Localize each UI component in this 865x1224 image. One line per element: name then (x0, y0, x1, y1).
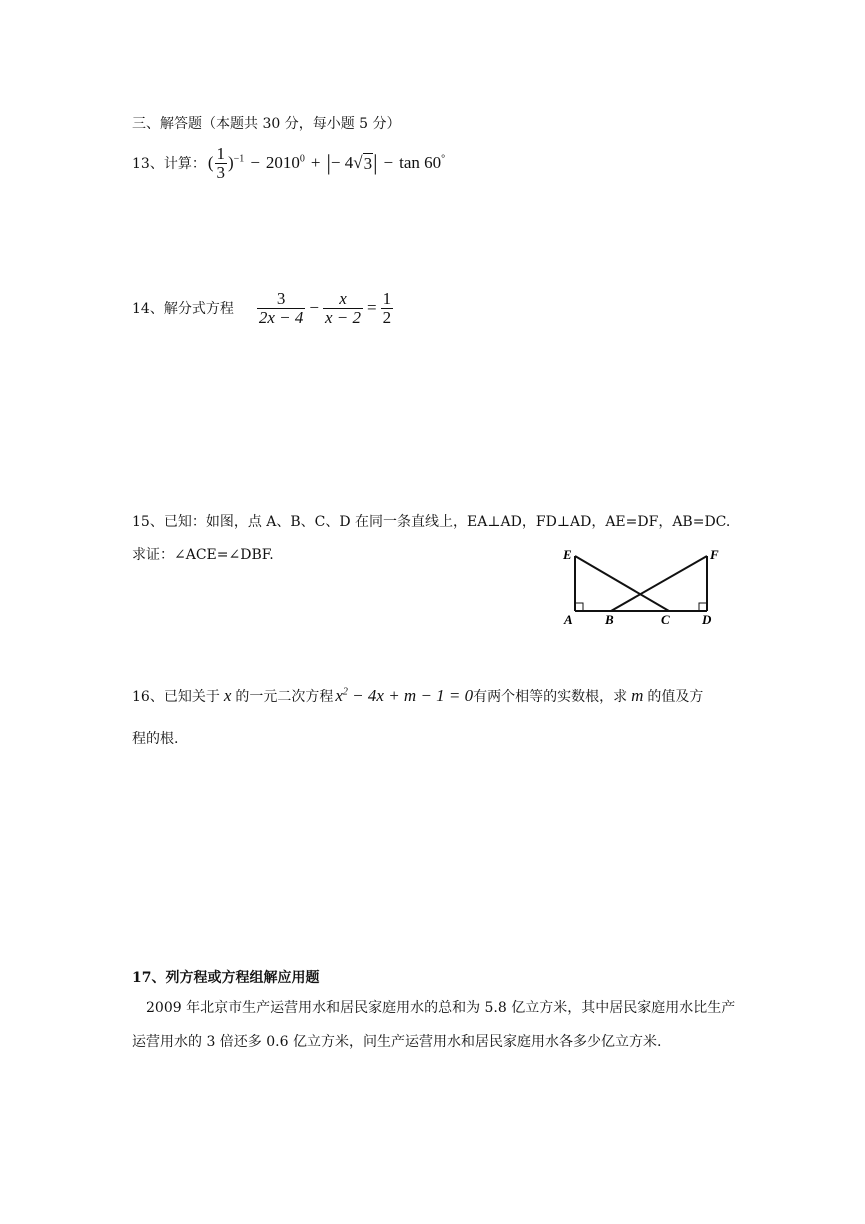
q13-degree: ° (441, 153, 446, 165)
q17-title: 17、列方程或方程组解应用题 (132, 970, 320, 986)
q15-figure (555, 540, 735, 632)
q13-plus: + (310, 153, 321, 173)
q13-denominator: 3 (216, 162, 225, 182)
label-a: A (564, 612, 573, 627)
q16-exponent: 2 (342, 686, 348, 698)
q16-variable-x: x (223, 686, 232, 705)
sqrt-icon: √ (353, 153, 363, 173)
q13-tan: tan 60° (399, 153, 446, 173)
q14-label: 14、解分式方程 (132, 301, 234, 318)
q13-exponent: −1 (233, 153, 245, 165)
q16-part2: 的一元二次方程 (235, 689, 334, 705)
label-e: E (563, 547, 572, 562)
q14-f2-denominator: x − 2 (324, 307, 361, 327)
q15-statement: 15、已知：如图，点 A、B、C、D 在同一条直线上，EA⊥AD，FD⊥AD，AE=DF，AB=DC. (132, 514, 731, 530)
q13-abs-open: | (326, 150, 331, 176)
section-header: 三、解答题（本题共 30 分，每小题 5 分） (132, 116, 401, 132)
q13-label: 13、计算： (132, 156, 206, 173)
q13-fraction (215, 145, 228, 182)
q14-fraction-1 (257, 290, 306, 327)
q13-paren-open: ( (207, 153, 214, 173)
q13-numerator: 1 (216, 144, 225, 163)
q14-fraction-2 (323, 290, 363, 327)
q13-minus-2: − (383, 153, 394, 173)
q13-zero-exponent: 0 (299, 153, 305, 165)
q13-paren-close: )$^{-1}$ (228, 153, 245, 173)
question-14 (132, 290, 394, 327)
q14-f3-denominator: 2 (382, 307, 392, 327)
q16-part3: 有两个相等的实数根，求 (473, 689, 628, 705)
q14-fraction-3 (381, 290, 394, 327)
label-b: B (605, 612, 614, 627)
q14-minus: − (309, 298, 319, 318)
q16-part1: 16、已知关于 (132, 689, 220, 705)
q13-year: 2010$^0$ (265, 153, 305, 173)
q14-f1-denominator: 2x − 4 (258, 307, 304, 327)
q16-part4: 的值及方 (647, 689, 704, 705)
right-angle-d-icon (699, 603, 707, 611)
label-c: C (661, 612, 670, 627)
question-16 (132, 686, 703, 706)
q13-abs-content: − 4 (330, 153, 354, 173)
segment-ec (575, 556, 669, 611)
q16-variable-m: m (631, 686, 644, 705)
q14-f3-numerator: 1 (382, 289, 392, 308)
q14-equals: = (366, 298, 377, 318)
q13-minus: − (250, 153, 260, 173)
q14-f1-numerator: 3 (276, 289, 286, 308)
label-f: F (710, 547, 719, 562)
q13-sqrt-arg: 3 (363, 153, 373, 173)
q14-f2-numerator: x (339, 289, 347, 308)
label-d: D (702, 612, 712, 627)
q15-proof-goal: 求证：∠ACE=∠DBF. (132, 547, 274, 563)
q16-equation: $x^2 - 4x + m - 1 = 0$ (335, 686, 474, 705)
q17-body: 2009 年北京市生产运营用水和居民家庭用水的总和为 5.8 亿立方米，其中居民家庭用水比生产运营用水的 3 倍还多 0.6 亿立方米，问生产运营用水和居民家庭用水各多少亿立方米. (132, 1000, 736, 1050)
q13-abs-close: | (373, 150, 378, 176)
question-13 (132, 145, 445, 182)
q16-line2: 程的根. (132, 731, 179, 747)
segment-bf (611, 556, 707, 611)
right-angle-a-icon (575, 603, 583, 611)
